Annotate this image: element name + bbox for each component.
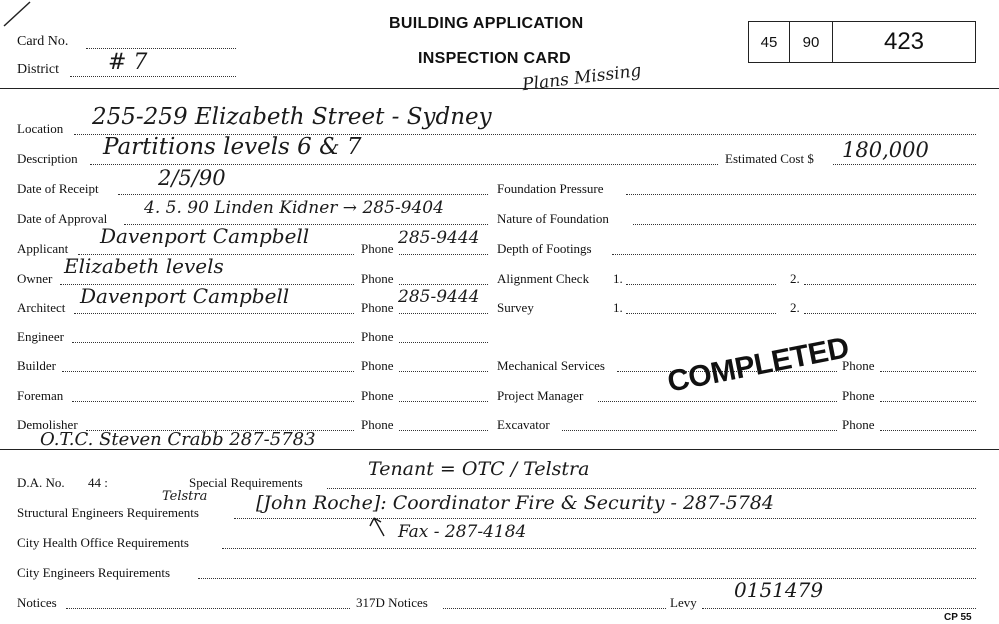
foreman-phone-label: Phone [361, 388, 394, 403]
mechanical-phone-field [880, 371, 976, 372]
structural-requirements-label: Structural Engineers Requirements [17, 505, 199, 520]
approval-value: 4. 5. 90 Linden Kidner → 285-9404 [144, 198, 444, 218]
card-no-label: Card No. [17, 34, 69, 49]
excavator-field [562, 430, 837, 431]
levy-label: Levy [670, 595, 697, 610]
box-cell-2: 90 [790, 22, 833, 62]
district-label: District [17, 62, 59, 77]
receipt-label: Date of Receipt [17, 181, 99, 196]
foundation-pressure-label: Foundation Pressure [497, 181, 604, 196]
architect-phone-label: Phone [361, 300, 394, 315]
district-value: # 7 [108, 50, 148, 75]
fax-note: Fax - 287-4184 [398, 522, 527, 542]
project-manager-field [598, 401, 837, 402]
estimated-cost-field [833, 164, 976, 165]
project-manager-phone-label: Phone [842, 388, 875, 403]
applicant-label: Applicant [17, 241, 69, 256]
owner-label: Owner [17, 271, 53, 286]
alignment-field-1 [626, 284, 776, 285]
owner-phone-label: Phone [361, 271, 394, 286]
architect-phone-value: 285-9444 [398, 287, 480, 307]
estimated-cost-value: 180,000 [842, 138, 929, 162]
engineer-label: Engineer [17, 329, 64, 344]
structural-requirements-value: [John Roche]: Coordinator Fire & Security - 287-5784 [256, 492, 774, 514]
architect-field [74, 313, 354, 314]
alignment-num-1: 1. [613, 271, 623, 286]
nature-foundation-label: Nature of Foundation [497, 211, 609, 226]
form-title-line1: BUILDING APPLICATION [389, 15, 584, 32]
project-manager-label: Project Manager [497, 388, 584, 403]
special-requirements-value: Tenant = OTC / Telstra [368, 458, 590, 480]
levy-value: 0151479 [734, 578, 824, 602]
lower-divider [0, 449, 999, 450]
alignment-check-label: Alignment Check [497, 271, 590, 286]
notices-field [66, 608, 350, 609]
builder-field [62, 371, 354, 372]
architect-phone-field [399, 313, 488, 314]
description-label: Description [17, 151, 78, 166]
mechanical-services-label: Mechanical Services [497, 358, 605, 373]
health-requirements-field [222, 548, 976, 549]
applicant-value: Davenport Campbell [100, 224, 310, 248]
da-no-value: 44 : [88, 475, 108, 490]
structural-requirements-field [234, 518, 976, 519]
header-divider [0, 88, 999, 89]
receipt-value: 2/5/90 [158, 166, 226, 190]
city-engineers-label: City Engineers Requirements [17, 565, 171, 580]
foreman-label: Foreman [17, 388, 64, 403]
location-label: Location [17, 121, 64, 136]
project-manager-phone-field [880, 401, 976, 402]
corner-mark [0, 0, 40, 30]
excavator-label: Excavator [497, 417, 550, 432]
approval-label: Date of Approval [17, 211, 108, 226]
owner-phone-field [399, 284, 488, 285]
architect-value: Davenport Campbell [80, 284, 290, 308]
survey-field-1 [626, 313, 776, 314]
excavator-phone-label: Phone [842, 417, 875, 432]
depth-footings-label: Depth of Footings [497, 241, 592, 256]
demolisher-phone-label: Phone [361, 417, 394, 432]
survey-num-2: 2. [790, 300, 800, 315]
receipt-field [118, 194, 488, 195]
applicant-phone-field [399, 254, 488, 255]
builder-label: Builder [17, 358, 56, 373]
card-number-box [748, 21, 976, 63]
engineer-field [72, 342, 354, 343]
architect-label: Architect [17, 300, 66, 315]
foundation-pressure-field [626, 194, 976, 195]
notices-317d-field [443, 608, 666, 609]
form-code: CP 55 [944, 612, 972, 623]
demolisher-phone-field [399, 430, 488, 431]
nature-foundation-field [633, 224, 976, 225]
survey-label: Survey [497, 300, 534, 315]
alignment-num-2: 2. [790, 271, 800, 286]
excavator-phone-field [880, 430, 976, 431]
builder-phone-field [399, 371, 488, 372]
special-requirements-label: Special Requirements [189, 475, 303, 490]
box-cell-3: 423 [883, 28, 925, 55]
alignment-field-2 [804, 284, 976, 285]
card-no-field [86, 48, 236, 49]
depth-footings-field [612, 254, 976, 255]
levy-field [702, 608, 976, 609]
engineer-phone-field [399, 342, 488, 343]
notices-317d-label: 317D Notices [356, 595, 428, 610]
foreman-phone-field [399, 401, 488, 402]
special-requirements-field [327, 488, 976, 489]
estimated-cost-label: Estimated Cost $ [725, 151, 814, 166]
form-title-line2: INSPECTION CARD [418, 50, 571, 67]
survey-num-1: 1. [613, 300, 623, 315]
demolisher-note: O.T.C. Steven Crabb 287-5783 [40, 429, 316, 450]
da-no-label: D.A. No. [17, 475, 65, 490]
city-engineers-field [198, 578, 976, 579]
notices-label: Notices [17, 595, 57, 610]
applicant-phone-value: 285-9444 [398, 228, 480, 248]
foreman-field [72, 401, 354, 402]
owner-value: Elizabeth levels [64, 254, 224, 278]
arrow-mark [364, 510, 394, 540]
survey-field-2 [804, 313, 976, 314]
telstra-note: Telstra [162, 489, 208, 504]
applicant-phone-label: Phone [361, 241, 394, 256]
completed-stamp: COMPLETED [664, 331, 852, 399]
location-value: 255-259 Elizabeth Street - Sydney [92, 104, 492, 130]
health-requirements-label: City Health Office Requirements [17, 535, 189, 550]
district-field [70, 76, 236, 77]
description-field [90, 164, 718, 165]
description-value: Partitions levels 6 & 7 [103, 134, 362, 160]
builder-phone-label: Phone [361, 358, 394, 373]
engineer-phone-label: Phone [361, 329, 394, 344]
mechanical-phone-label: Phone [842, 358, 875, 373]
plans-missing-note: Plans Missing [521, 60, 643, 96]
box-cell-1: 45 [749, 22, 790, 62]
demolisher-label: Demolisher [17, 417, 78, 432]
